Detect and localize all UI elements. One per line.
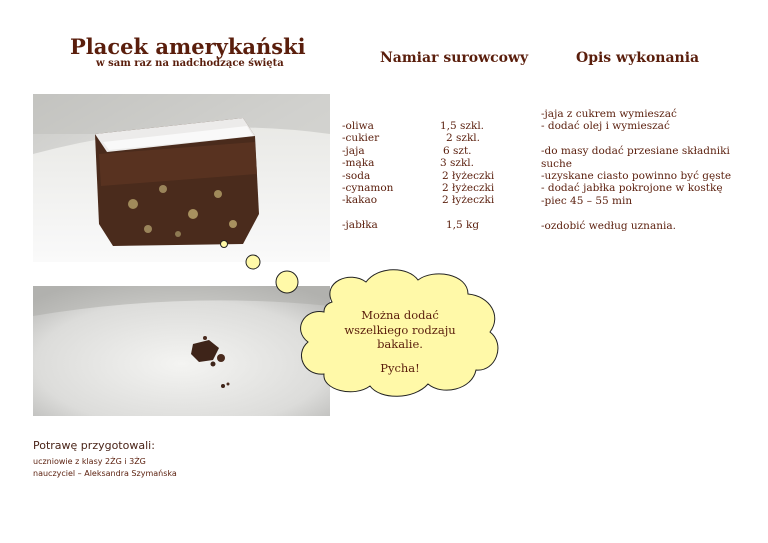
ingredient-qty: 2 łyżeczki xyxy=(442,182,495,195)
bubble-line: Pycha! xyxy=(380,360,420,375)
method-steps xyxy=(541,108,731,232)
method-step: - dodać jabłka pokrojone w kostkę xyxy=(541,182,723,195)
ingredient-name: -oliwa xyxy=(342,120,374,132)
method-step: suche xyxy=(541,157,573,170)
footer-title: Potrawę przygotowali: xyxy=(33,439,155,452)
ingredient-spacer xyxy=(342,207,393,219)
ingredient-qty: 2 szkl. xyxy=(446,132,480,145)
method-step: -ozdobić według uznania. xyxy=(541,219,676,232)
ingredient-qty: 1,5 kg xyxy=(446,219,480,232)
ingredient-name: -soda xyxy=(342,169,371,182)
ingredients-heading: Namiar surowcowy xyxy=(380,50,529,66)
ingredient-qty: 3 szkl. xyxy=(440,157,474,170)
bubble-line: Można dodać xyxy=(361,308,439,322)
method-step: - dodać olej i wymieszać xyxy=(541,120,670,133)
footer-students: uczniowie z klasy 2ŻG i 3ŻG xyxy=(33,457,146,466)
bubble-line: wszelkiego rodzaju xyxy=(344,322,456,337)
method-step: -jaja z cukrem wymieszać xyxy=(541,108,677,120)
bubble-dot-large xyxy=(276,271,298,293)
ingredient-qty: 2 łyżeczki xyxy=(442,194,495,207)
method-step: -do masy dodać przesiane składniki xyxy=(541,145,730,158)
ingredient-name: -cukier xyxy=(342,132,380,145)
ingredients-quantities xyxy=(440,120,494,232)
method-step: -piec 45 – 55 min xyxy=(541,194,633,207)
ingredient-name: -mąka xyxy=(342,157,375,170)
ingredient-name: -jabłka xyxy=(342,219,378,232)
bubble-line: bakalie. xyxy=(377,337,423,351)
ingredient-qty: 1,5 szkl. xyxy=(440,120,485,132)
method-spacer xyxy=(541,133,731,145)
ingredient-name: -kakao xyxy=(342,194,378,207)
page-title: Placek amerykański xyxy=(70,34,306,59)
ingredient-name: -cynamon xyxy=(342,182,394,195)
footer-teacher: nauczyciel – Aleksandra Szymańska xyxy=(33,469,177,478)
ingredient-qty: 2 łyżeczki xyxy=(442,169,495,182)
ingredients-names xyxy=(342,120,393,232)
bubble-dot-small xyxy=(221,241,228,248)
bubble-text xyxy=(320,308,480,375)
bubble-dot-medium xyxy=(246,255,260,269)
ingredient-spacer xyxy=(440,207,494,219)
method-heading: Opis wykonania xyxy=(576,50,700,66)
method-spacer xyxy=(541,207,731,219)
ingredient-name: -jaja xyxy=(342,144,365,157)
page-subtitle: w sam raz na nadchodzące święta xyxy=(96,58,284,69)
method-step: -uzyskane ciasto powinno być gęste xyxy=(541,170,732,183)
ingredient-qty: 6 szt. xyxy=(443,144,472,157)
